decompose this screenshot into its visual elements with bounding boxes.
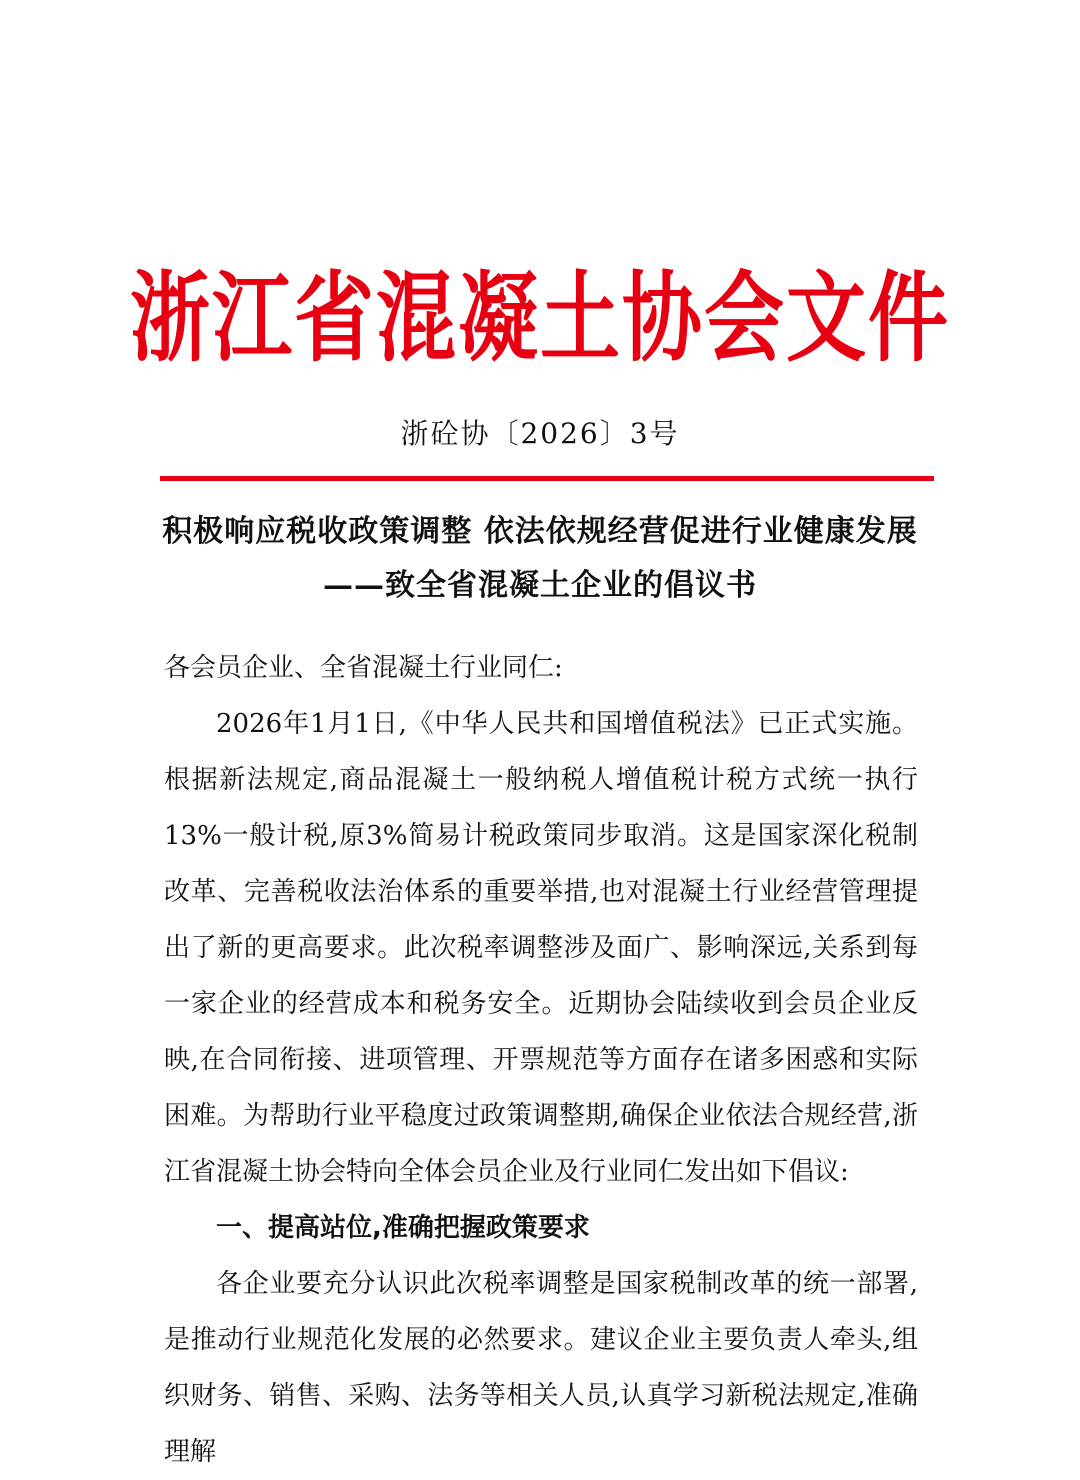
paragraph-1: 2026年1月1日,《中华人民共和国增值税法》已正式实施。根据新法规定,商品混凝土一般纳税人增值税计税方式统一执行13%一般计税,原3%简易计税政策同步取消。这是国家深化税制改革、完善税收法治体系的重要举措,也对混凝土行业经营管理提出了新的更高要求。此次税率调整涉及面广、影响深远,关系到每一家企业的经营成本和税务安全。近期协会陆续收到会员企业反映,在合同衔接、进项管理、开票规范等方面存在诸多困惑和实际困难。为帮助行业平稳度过政策调整期,确保企业依法合规经营,浙江省混凝土协会特向全体会员企业及行业同仁发出如下倡议: bbox=[164, 709, 918, 1187]
main-title-line-2: ——致全省混凝土企业的倡议书 bbox=[323, 568, 757, 603]
salutation: 各会员企业、全省混凝土行业同仁: bbox=[164, 653, 563, 683]
document-body bbox=[164, 640, 918, 1480]
paragraph-2: 各企业要充分认识此次税率调整是国家税制改革的统一部署,是推动行业规范化发展的必然要求。建议企业主要负责人牵头,组织财务、销售、采购、法务等相关人员,认真学习新税法规定,准确理解 bbox=[164, 1269, 918, 1467]
section-1-heading: 一、提高站位,准确把握政策要求 bbox=[216, 1213, 590, 1243]
red-divider bbox=[160, 476, 934, 481]
document-number: 浙砼协〔2026〕3号 bbox=[400, 417, 680, 450]
document-header-title: 浙江省混凝土协会文件 bbox=[130, 261, 950, 376]
main-title-line-1: 积极响应税收政策调整 依法依规经营促进行业健康发展 bbox=[162, 514, 918, 549]
